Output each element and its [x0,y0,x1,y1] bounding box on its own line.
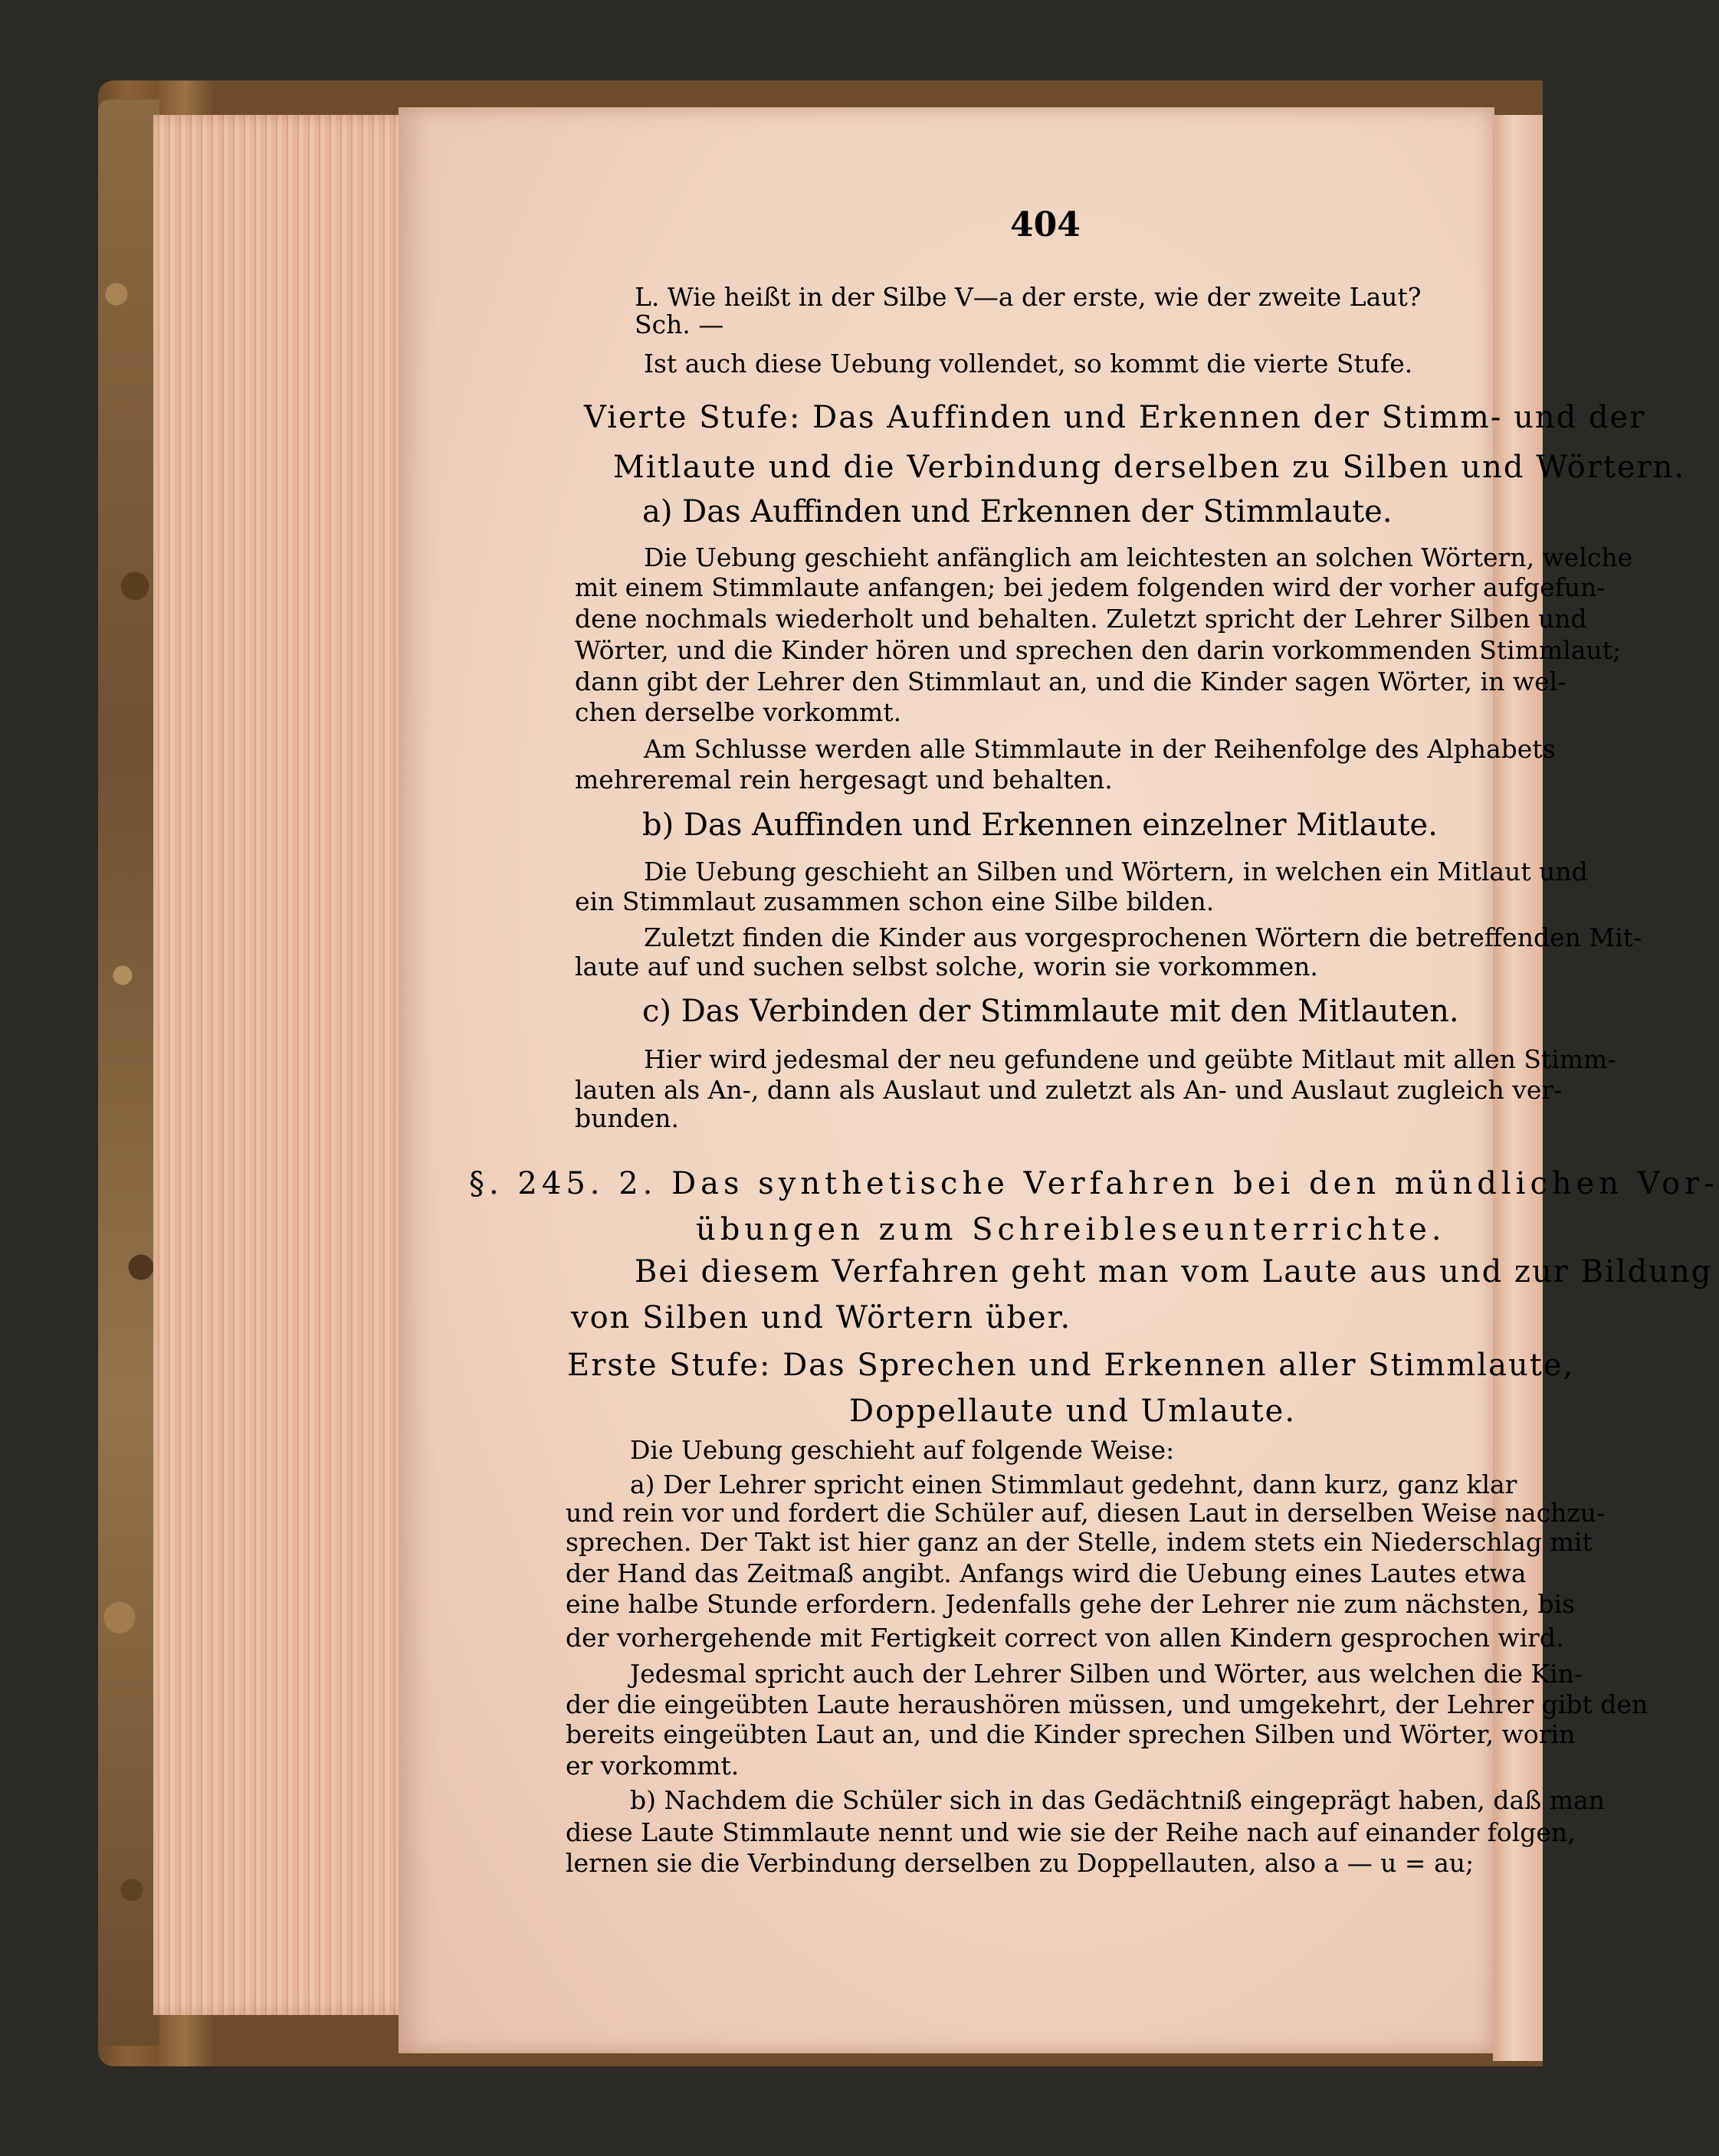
section-heading: übungen zum Schreibleseunterrichte. [696,1212,1446,1247]
text-line: lernen sie die Verbindung derselben zu Doppellauten, also a — u = au; [566,1848,1475,1878]
section-heading: Doppellaute und Umlaute. [849,1394,1297,1429]
subheading: c) Das Verbinden der Stimmlaute mit den Mitlauten. [642,994,1459,1029]
text-line: L. Wie heißt in der Silbe V—a der erste, wie der zweite Laut? [635,282,1422,312]
text-line: ein Stimmlaut zusammen schon eine Silbe bilden. [575,886,1215,916]
text-line: chen derselbe vorkommt. [575,697,902,727]
text-line: und rein vor und fordert die Schüler auf, diesen Laut in derselben Weise nachzu- [566,1498,1606,1528]
text-line: laute auf und suchen selbst solche, worin sie vorkommen. [575,952,1318,981]
subheading: a) Das Auffinden und Erkennen der Stimmlaute. [642,494,1393,529]
subheading: b) Das Auffinden und Erkennen einzelner Mitlaute. [642,808,1438,843]
text-line: Sch. — [635,310,724,339]
text-line: Bei diesem Verfahren geht man vom Laute aus und zur Bildung [635,1254,1713,1289]
text-line: von Silben und Wörtern über. [571,1300,1072,1335]
section-heading: Vierte Stufe: Das Auffinden und Erkennen der Stimm- und der [584,400,1646,435]
text-line: Die Uebung geschieht an Silben und Wörtern, in welchen ein Mitlaut und [644,857,1588,886]
marbled-spine [98,100,159,2046]
text-line: diese Laute Stimmlaute nennt und wie sie der Reihe nach auf einander folgen, [566,1817,1576,1847]
text-line: Zuletzt finden die Kinder aus vorgesprochenen Wörtern die betreffenden Mit- [644,922,1642,952]
text-line: b) Nachdem die Schüler sich in das Gedächtniß eingeprägt haben, daß man [630,1785,1605,1815]
section-heading: Erste Stufe: Das Sprechen und Erkennen aller Stimmlaute, [567,1348,1575,1383]
text-line: a) Der Lehrer spricht einen Stimmlaut gedehnt, dann kurz, ganz klar [630,1470,1517,1499]
text-line: mehreremal rein hergesagt und behalten. [575,765,1113,795]
text-line: der vorhergehende mit Fertigkeit correct von allen Kindern gesprochen wird. [566,1623,1564,1653]
text-line: der Hand das Zeitmaß angibt. Anfangs wird die Uebung eines Lautes etwa [566,1558,1527,1588]
text-line: Wörter, und die Kinder hören und sprechen den darin vorkommenden Stimmlaut; [575,635,1622,665]
text-line: Die Uebung geschieht auf folgende Weise: [630,1435,1175,1465]
text-line: mit einem Stimmlaute anfangen; bei jedem folgenden wird der vorher aufgefun- [575,572,1606,602]
text-line: Jedesmal spricht auch der Lehrer Silben und Wörter, aus welchen die Kin- [630,1659,1583,1689]
text-line: der die eingeübten Laute heraushören müssen, und umgekehrt, der Lehrer gibt den [566,1689,1648,1719]
text-line: Am Schlusse werden alle Stimmlaute in der Reihenfolge des Alphabets [644,734,1556,764]
text-line: bereits eingeübten Laut an, und die Kinder sprechen Silben und Wörter, worin [566,1719,1576,1749]
text-line: eine halbe Stunde erfordern. Jedenfalls gehe der Lehrer nie zum nächsten, bis [566,1589,1576,1619]
text-line: dann gibt der Lehrer den Stimmlaut an, und die Kinder sagen Wörter, in wel- [575,667,1566,696]
section-heading: §. 245. 2. Das synthetische Verfahren bei den mündlichen Vor- [469,1166,1719,1201]
text-line: Hier wird jedesmal der neu gefundene und geübte Mitlaut mit allen Stimm- [644,1044,1616,1074]
text-line: er vorkommt. [566,1751,740,1781]
page-number: 404 [1010,205,1081,244]
section-heading: Mitlaute und die Verbindung derselben zu Silben und Wörtern. [613,450,1686,485]
text-line: Ist auch diese Uebung vollendet, so kommt die vierte Stufe. [644,349,1413,378]
text-line: lauten als An-, dann als Auslaut und zuletzt als An- und Auslaut zugleich ver- [575,1075,1563,1105]
text-line: dene nochmals wiederholt und behalten. Zuletzt spricht der Lehrer Silben und [575,604,1587,634]
text-line: Die Uebung geschieht anfänglich am leichtesten an solchen Wörtern, welche [644,542,1633,572]
text-line: sprechen. Der Takt ist hier ganz an der Stelle, indem stets ein Niederschlag mit [566,1527,1593,1557]
text-line: bunden. [575,1103,680,1133]
page-stack-edge [153,115,414,2015]
